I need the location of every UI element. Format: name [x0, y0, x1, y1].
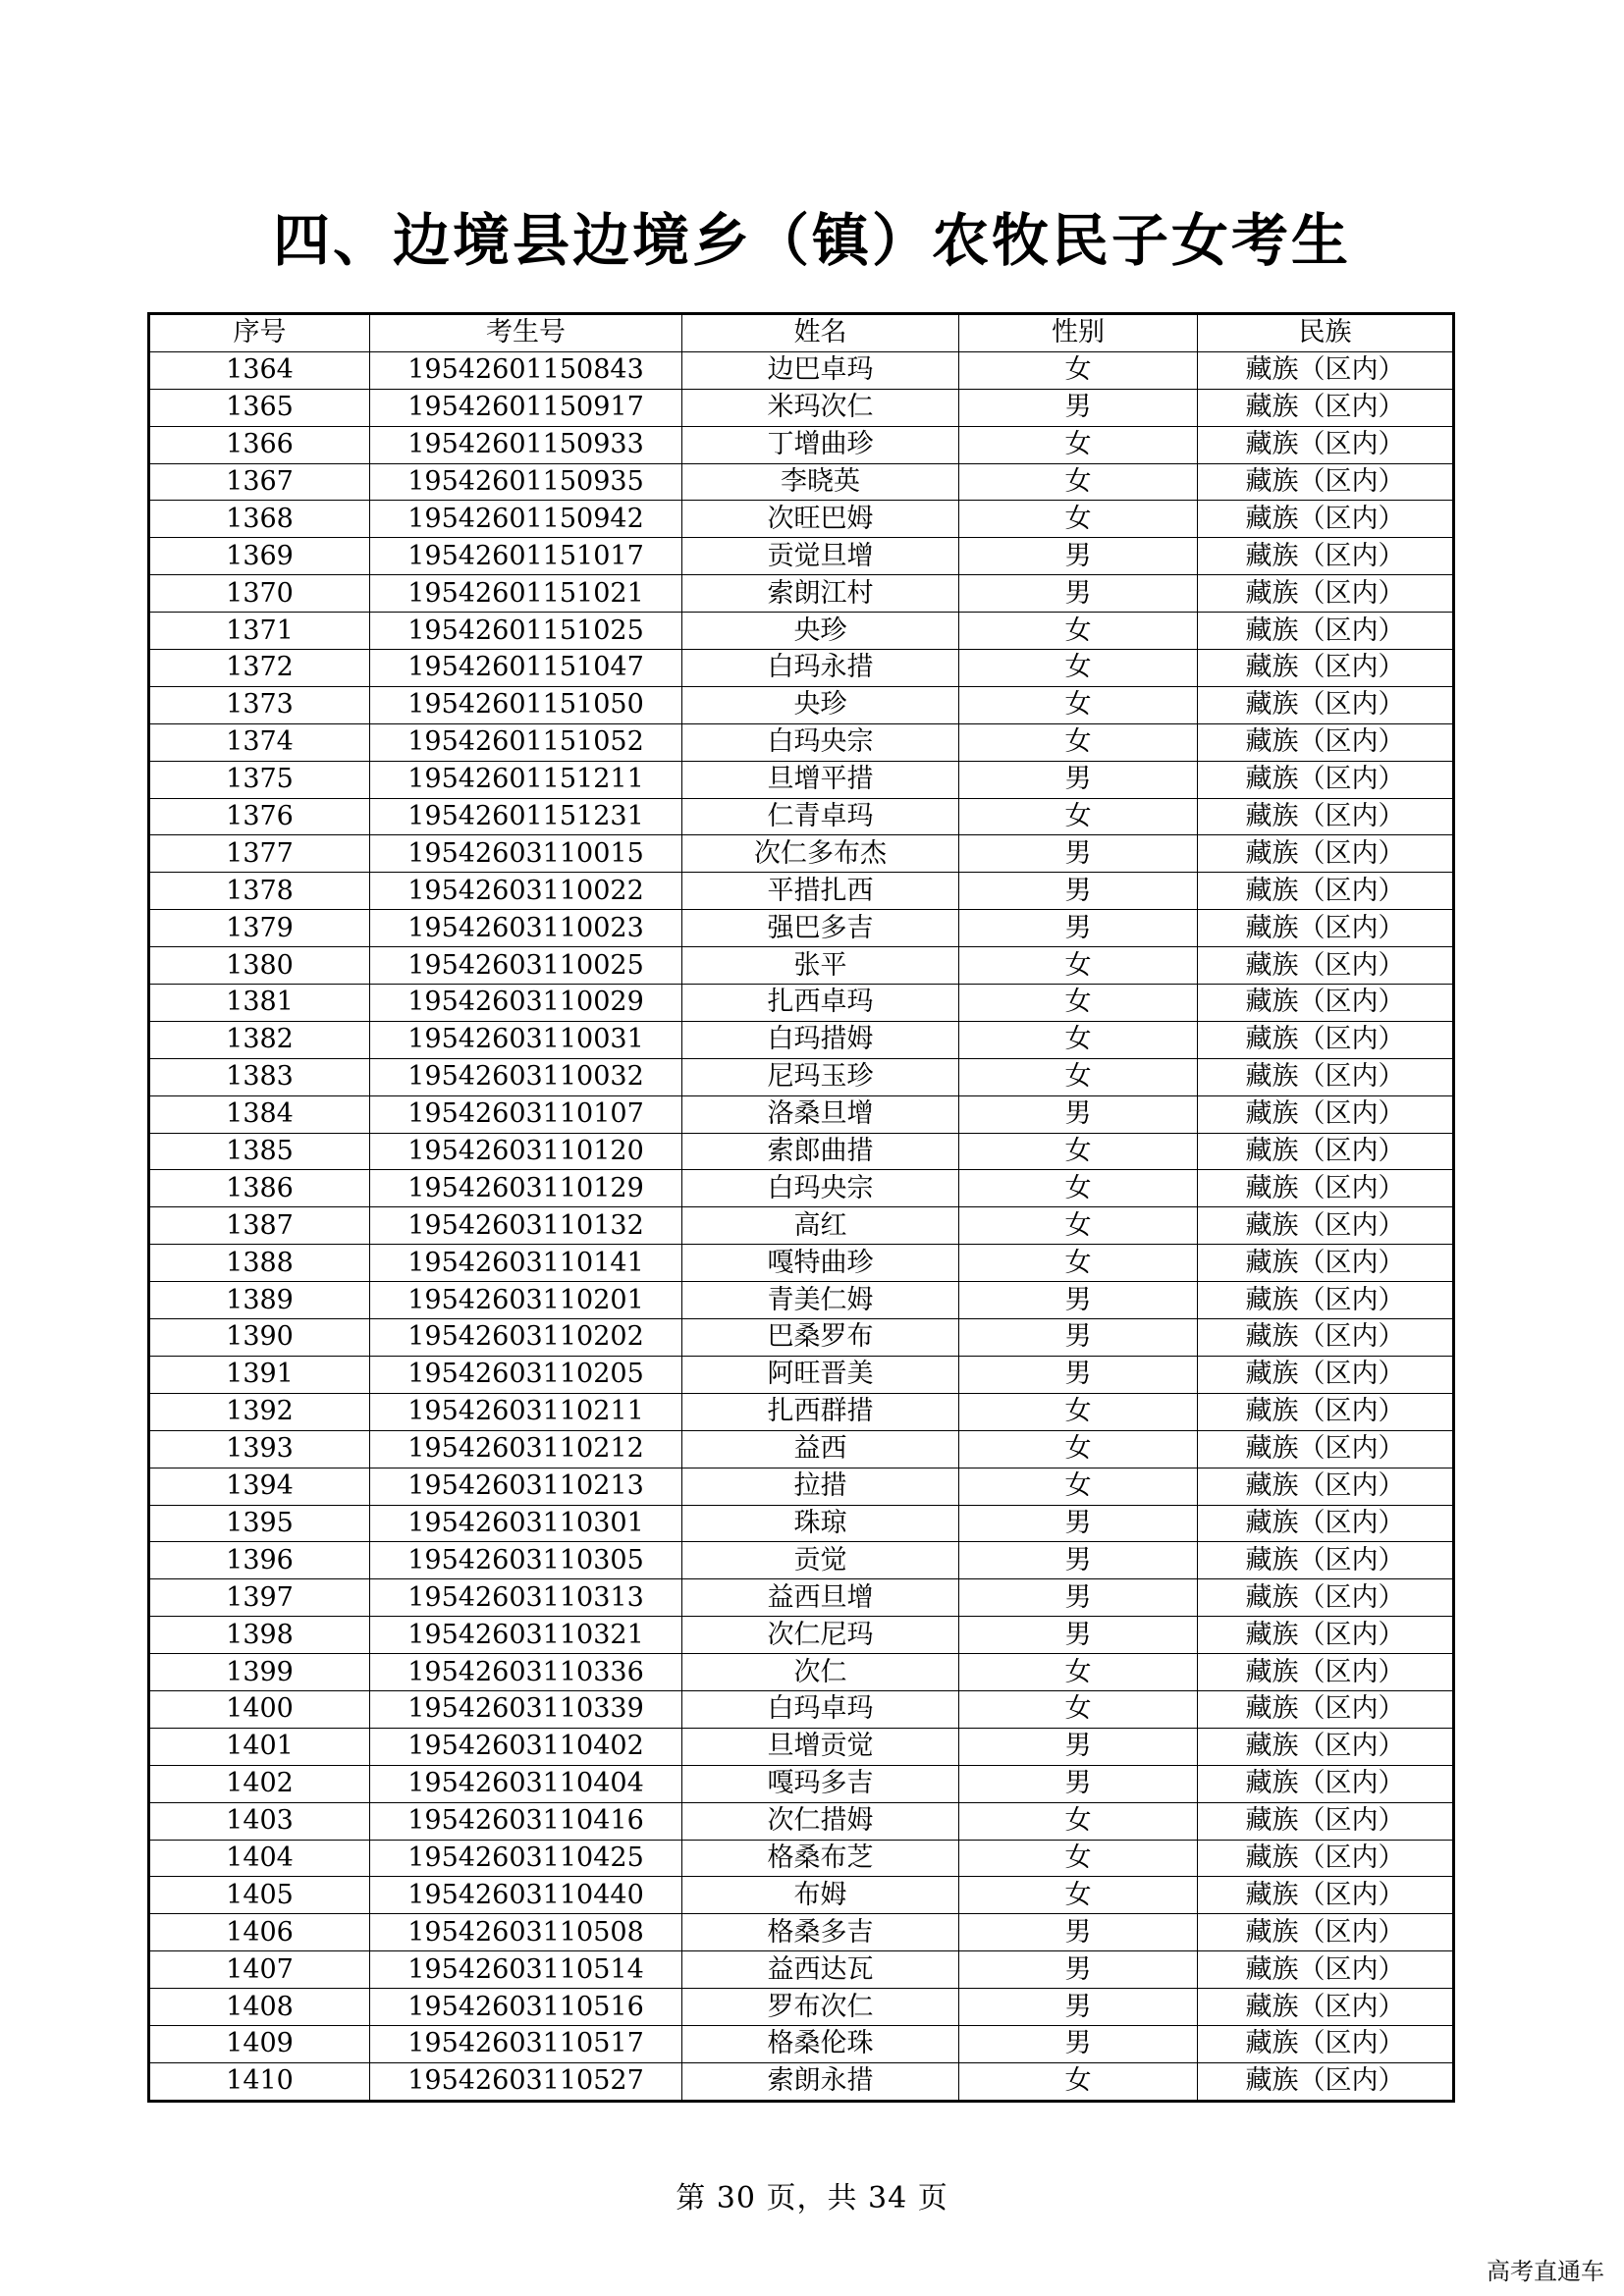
cell-ethnicity: 藏族（区内）: [1198, 1245, 1454, 1282]
cell-gender: 女: [959, 798, 1198, 835]
cell-ethnicity: 藏族（区内）: [1198, 947, 1454, 985]
table-row: [149, 1728, 1454, 1765]
cell-seq: 1373: [149, 686, 370, 723]
cell-seq: 1374: [149, 723, 370, 761]
cell-name: 贡觉旦增: [682, 538, 959, 575]
cell-name: 丁增曲珍: [682, 426, 959, 463]
header-name: 姓名: [682, 314, 959, 352]
cell-exam-number: 19542603110339: [370, 1690, 682, 1728]
cell-seq: 1371: [149, 613, 370, 650]
cell-exam-number: 19542601151052: [370, 723, 682, 761]
cell-ethnicity: 藏族（区内）: [1198, 835, 1454, 873]
cell-exam-number: 19542603110205: [370, 1356, 682, 1393]
table-row: [149, 723, 1454, 761]
cell-seq: 1383: [149, 1058, 370, 1095]
table-row: [149, 1133, 1454, 1170]
cell-ethnicity: 藏族（区内）: [1198, 575, 1454, 613]
cell-exam-number: 19542603110015: [370, 835, 682, 873]
cell-name: 嘎玛多吉: [682, 1765, 959, 1802]
cell-exam-number: 19542603110107: [370, 1095, 682, 1133]
cell-name: 次旺巴姆: [682, 501, 959, 538]
cell-gender: 女: [959, 1654, 1198, 1691]
table-row: [149, 1542, 1454, 1579]
table-row: [149, 1282, 1454, 1319]
cell-name: 白玛央宗: [682, 1170, 959, 1207]
table-row: [149, 1951, 1454, 1989]
cell-ethnicity: 藏族（区内）: [1198, 1728, 1454, 1765]
cell-ethnicity: 藏族（区内）: [1198, 1579, 1454, 1617]
cell-gender: 男: [959, 2025, 1198, 2062]
table-row: [149, 501, 1454, 538]
cell-ethnicity: 藏族（区内）: [1198, 650, 1454, 687]
cell-ethnicity: 藏族（区内）: [1198, 1765, 1454, 1802]
cell-seq: 1396: [149, 1542, 370, 1579]
cell-exam-number: 19542601150917: [370, 389, 682, 426]
cell-seq: 1386: [149, 1170, 370, 1207]
cell-gender: 女: [959, 613, 1198, 650]
cell-exam-number: 19542601150933: [370, 426, 682, 463]
cell-gender: 男: [959, 1505, 1198, 1542]
cell-name: 尼玛玉珍: [682, 1058, 959, 1095]
cell-ethnicity: 藏族（区内）: [1198, 798, 1454, 835]
cell-gender: 女: [959, 1245, 1198, 1282]
table-body: [149, 351, 1454, 2101]
cell-exam-number: 19542601151231: [370, 798, 682, 835]
cell-seq: 1365: [149, 389, 370, 426]
cell-ethnicity: 藏族（区内）: [1198, 351, 1454, 389]
cell-gender: 女: [959, 723, 1198, 761]
table-row: [149, 835, 1454, 873]
cell-ethnicity: 藏族（区内）: [1198, 1170, 1454, 1207]
table-row: [149, 1393, 1454, 1430]
cell-seq: 1384: [149, 1095, 370, 1133]
cell-seq: 1410: [149, 2062, 370, 2101]
cell-gender: 女: [959, 2062, 1198, 2101]
cell-exam-number: 19542603110402: [370, 1728, 682, 1765]
cell-seq: 1370: [149, 575, 370, 613]
cell-gender: 男: [959, 835, 1198, 873]
cell-name: 益西达瓦: [682, 1951, 959, 1989]
cell-ethnicity: 藏族（区内）: [1198, 761, 1454, 798]
cell-exam-number: 19542603110029: [370, 985, 682, 1022]
cell-ethnicity: 藏族（区内）: [1198, 1690, 1454, 1728]
cell-name: 米玛次仁: [682, 389, 959, 426]
cell-exam-number: 19542603110025: [370, 947, 682, 985]
cell-gender: 男: [959, 1989, 1198, 2026]
cell-ethnicity: 藏族（区内）: [1198, 1207, 1454, 1245]
table-row: [149, 1245, 1454, 1282]
cell-ethnicity: 藏族（区内）: [1198, 1914, 1454, 1951]
cell-seq: 1381: [149, 985, 370, 1022]
cell-exam-number: 19542603110517: [370, 2025, 682, 2062]
page-title: 四、边境县边境乡（镇）农牧民子女考生: [272, 207, 1351, 274]
cell-gender: 女: [959, 1690, 1198, 1728]
cell-name: 旦增平措: [682, 761, 959, 798]
cell-gender: 女: [959, 650, 1198, 687]
table-row: [149, 686, 1454, 723]
table-row: [149, 1579, 1454, 1617]
table-row: [149, 389, 1454, 426]
cell-seq: 1369: [149, 538, 370, 575]
table-row: [149, 947, 1454, 985]
table-row: [149, 1095, 1454, 1133]
cell-seq: 1393: [149, 1430, 370, 1468]
cell-ethnicity: 藏族（区内）: [1198, 1356, 1454, 1393]
table-row: [149, 1654, 1454, 1691]
cell-name: 白玛措姆: [682, 1021, 959, 1058]
cell-name: 阿旺晋美: [682, 1356, 959, 1393]
cell-gender: 女: [959, 1170, 1198, 1207]
cell-seq: 1409: [149, 2025, 370, 2062]
cell-gender: 男: [959, 1282, 1198, 1319]
cell-name: 索郎曲措: [682, 1133, 959, 1170]
cell-ethnicity: 藏族（区内）: [1198, 613, 1454, 650]
cell-name: 嘎特曲珍: [682, 1245, 959, 1282]
cell-exam-number: 19542603110336: [370, 1654, 682, 1691]
cell-exam-number: 19542603110201: [370, 1282, 682, 1319]
cell-seq: 1380: [149, 947, 370, 985]
cell-exam-number: 19542601151047: [370, 650, 682, 687]
cell-ethnicity: 藏族（区内）: [1198, 910, 1454, 947]
table-row: [149, 2062, 1454, 2101]
cell-name: 巴桑罗布: [682, 1319, 959, 1357]
cell-gender: 男: [959, 761, 1198, 798]
cell-seq: 1364: [149, 351, 370, 389]
cell-exam-number: 19542603110129: [370, 1170, 682, 1207]
cell-seq: 1403: [149, 1802, 370, 1840]
cell-gender: 女: [959, 1430, 1198, 1468]
cell-seq: 1394: [149, 1468, 370, 1505]
cell-ethnicity: 藏族（区内）: [1198, 873, 1454, 910]
cell-exam-number: 19542603110301: [370, 1505, 682, 1542]
cell-seq: 1400: [149, 1690, 370, 1728]
cell-name: 青美仁姆: [682, 1282, 959, 1319]
cell-ethnicity: 藏族（区内）: [1198, 1840, 1454, 1877]
cell-exam-number: 19542603110425: [370, 1840, 682, 1877]
cell-gender: 女: [959, 686, 1198, 723]
table-row: [149, 1914, 1454, 1951]
cell-name: 旦增贡觉: [682, 1728, 959, 1765]
cell-gender: 女: [959, 1877, 1198, 1914]
cell-ethnicity: 藏族（区内）: [1198, 1058, 1454, 1095]
cell-seq: 1389: [149, 1282, 370, 1319]
cell-gender: 男: [959, 1319, 1198, 1357]
table-row: [149, 1840, 1454, 1877]
cell-ethnicity: 藏族（区内）: [1198, 985, 1454, 1022]
cell-seq: 1404: [149, 1840, 370, 1877]
cell-exam-number: 19542603110305: [370, 1542, 682, 1579]
cell-gender: 女: [959, 501, 1198, 538]
cell-ethnicity: 藏族（区内）: [1198, 1951, 1454, 1989]
cell-exam-number: 19542603110404: [370, 1765, 682, 1802]
cell-name: 索朗永措: [682, 2062, 959, 2101]
cell-seq: 1399: [149, 1654, 370, 1691]
cell-seq: 1388: [149, 1245, 370, 1282]
cell-seq: 1379: [149, 910, 370, 947]
cell-seq: 1391: [149, 1356, 370, 1393]
cell-name: 白玛卓玛: [682, 1690, 959, 1728]
cell-gender: 男: [959, 1951, 1198, 1989]
cell-seq: 1377: [149, 835, 370, 873]
table-row: [149, 873, 1454, 910]
cell-name: 布姆: [682, 1877, 959, 1914]
cell-exam-number: 19542603110141: [370, 1245, 682, 1282]
table-row: [149, 1505, 1454, 1542]
cell-name: 次仁多布杰: [682, 835, 959, 873]
cell-seq: 1375: [149, 761, 370, 798]
cell-name: 次仁尼玛: [682, 1617, 959, 1654]
cell-ethnicity: 藏族（区内）: [1198, 1282, 1454, 1319]
cell-seq: 1385: [149, 1133, 370, 1170]
cell-ethnicity: 藏族（区内）: [1198, 1319, 1454, 1357]
cell-exam-number: 19542603110440: [370, 1877, 682, 1914]
cell-gender: 男: [959, 1356, 1198, 1393]
cell-gender: 男: [959, 1579, 1198, 1617]
cell-gender: 女: [959, 1133, 1198, 1170]
cell-gender: 男: [959, 1728, 1198, 1765]
cell-exam-number: 19542603110032: [370, 1058, 682, 1095]
cell-name: 罗布次仁: [682, 1989, 959, 2026]
header-seq: 序号: [149, 314, 370, 352]
table-row: [149, 463, 1454, 501]
cell-exam-number: 19542603110514: [370, 1951, 682, 1989]
page-footer: 第 30 页，共 34 页: [676, 2181, 948, 2216]
cell-ethnicity: 藏族（区内）: [1198, 1095, 1454, 1133]
cell-ethnicity: 藏族（区内）: [1198, 723, 1454, 761]
cell-exam-number: 19542603110527: [370, 2062, 682, 2101]
cell-ethnicity: 藏族（区内）: [1198, 2025, 1454, 2062]
cell-gender: 女: [959, 351, 1198, 389]
table-row: [149, 1802, 1454, 1840]
table-row: [149, 351, 1454, 389]
cell-ethnicity: 藏族（区内）: [1198, 1468, 1454, 1505]
cell-name: 贡觉: [682, 1542, 959, 1579]
table-row: [149, 761, 1454, 798]
cell-name: 平措扎西: [682, 873, 959, 910]
table-row: [149, 1468, 1454, 1505]
table-row: [149, 1765, 1454, 1802]
cell-seq: 1372: [149, 650, 370, 687]
cell-exam-number: 19542601151025: [370, 613, 682, 650]
cell-ethnicity: 藏族（区内）: [1198, 1393, 1454, 1430]
table-row: [149, 798, 1454, 835]
cell-seq: 1376: [149, 798, 370, 835]
cell-exam-number: 19542601151021: [370, 575, 682, 613]
cell-seq: 1407: [149, 1951, 370, 1989]
table-row: [149, 538, 1454, 575]
cell-gender: 男: [959, 1765, 1198, 1802]
cell-name: 珠琼: [682, 1505, 959, 1542]
cell-gender: 男: [959, 389, 1198, 426]
table-row: [149, 575, 1454, 613]
cell-name: 张平: [682, 947, 959, 985]
cell-exam-number: 19542603110313: [370, 1579, 682, 1617]
cell-name: 益西旦增: [682, 1579, 959, 1617]
header-ethnicity: 民族: [1198, 314, 1454, 352]
cell-gender: 女: [959, 1207, 1198, 1245]
cell-ethnicity: 藏族（区内）: [1198, 1542, 1454, 1579]
cell-ethnicity: 藏族（区内）: [1198, 686, 1454, 723]
cell-gender: 女: [959, 985, 1198, 1022]
cell-ethnicity: 藏族（区内）: [1198, 1505, 1454, 1542]
cell-name: 洛桑旦增: [682, 1095, 959, 1133]
table-row: [149, 1877, 1454, 1914]
cell-exam-number: 19542601150942: [370, 501, 682, 538]
cell-gender: 男: [959, 910, 1198, 947]
cell-seq: 1406: [149, 1914, 370, 1951]
table-row: [149, 985, 1454, 1022]
cell-gender: 女: [959, 947, 1198, 985]
cell-ethnicity: 藏族（区内）: [1198, 2062, 1454, 2101]
cell-seq: 1408: [149, 1989, 370, 2026]
cell-seq: 1382: [149, 1021, 370, 1058]
cell-name: 格桑布芝: [682, 1840, 959, 1877]
cell-name: 扎西卓玛: [682, 985, 959, 1022]
cell-name: 李晓英: [682, 463, 959, 501]
cell-seq: 1378: [149, 873, 370, 910]
cell-gender: 男: [959, 575, 1198, 613]
table-row: [149, 1170, 1454, 1207]
cell-gender: 男: [959, 873, 1198, 910]
cell-exam-number: 19542603110516: [370, 1989, 682, 2026]
header-exam-number: 考生号: [370, 314, 682, 352]
table-row: [149, 1430, 1454, 1468]
cell-ethnicity: 藏族（区内）: [1198, 1617, 1454, 1654]
cell-ethnicity: 藏族（区内）: [1198, 1877, 1454, 1914]
cell-name: 拉措: [682, 1468, 959, 1505]
cell-gender: 女: [959, 426, 1198, 463]
cell-exam-number: 19542603110022: [370, 873, 682, 910]
cell-gender: 女: [959, 1468, 1198, 1505]
cell-name: 益西: [682, 1430, 959, 1468]
cell-exam-number: 19542603110213: [370, 1468, 682, 1505]
table-row: [149, 1207, 1454, 1245]
cell-seq: 1392: [149, 1393, 370, 1430]
header-gender: 性别: [959, 314, 1198, 352]
cell-gender: 女: [959, 1058, 1198, 1095]
cell-name: 央珍: [682, 686, 959, 723]
cell-name: 强巴多吉: [682, 910, 959, 947]
cell-seq: 1366: [149, 426, 370, 463]
cell-exam-number: 19542603110202: [370, 1319, 682, 1357]
cell-ethnicity: 藏族（区内）: [1198, 1021, 1454, 1058]
table-row: [149, 1319, 1454, 1357]
cell-seq: 1402: [149, 1765, 370, 1802]
watermark: 高考直通车: [1487, 2258, 1604, 2285]
cell-exam-number: 19542601150843: [370, 351, 682, 389]
table-row: [149, 1058, 1454, 1095]
table-row: [149, 1690, 1454, 1728]
cell-ethnicity: 藏族（区内）: [1198, 1989, 1454, 2026]
table-row: [149, 1021, 1454, 1058]
cell-name: 格桑伦珠: [682, 2025, 959, 2062]
cell-gender: 女: [959, 1393, 1198, 1430]
cell-gender: 女: [959, 1021, 1198, 1058]
cell-ethnicity: 藏族（区内）: [1198, 389, 1454, 426]
cell-seq: 1387: [149, 1207, 370, 1245]
table-row: [149, 426, 1454, 463]
table-row: [149, 910, 1454, 947]
cell-seq: 1398: [149, 1617, 370, 1654]
cell-ethnicity: 藏族（区内）: [1198, 463, 1454, 501]
cell-seq: 1390: [149, 1319, 370, 1357]
cell-seq: 1367: [149, 463, 370, 501]
table-row: [149, 613, 1454, 650]
cell-ethnicity: 藏族（区内）: [1198, 1430, 1454, 1468]
cell-exam-number: 19542603110023: [370, 910, 682, 947]
cell-name: 次仁: [682, 1654, 959, 1691]
cell-name: 扎西群措: [682, 1393, 959, 1430]
cell-gender: 男: [959, 1617, 1198, 1654]
cell-exam-number: 19542603110321: [370, 1617, 682, 1654]
cell-name: 索朗江村: [682, 575, 959, 613]
table-row: [149, 2025, 1454, 2062]
cell-name: 高红: [682, 1207, 959, 1245]
cell-ethnicity: 藏族（区内）: [1198, 1802, 1454, 1840]
cell-gender: 男: [959, 538, 1198, 575]
cell-seq: 1405: [149, 1877, 370, 1914]
cell-seq: 1368: [149, 501, 370, 538]
cell-name: 白玛永措: [682, 650, 959, 687]
cell-seq: 1401: [149, 1728, 370, 1765]
cell-gender: 女: [959, 1840, 1198, 1877]
cell-seq: 1397: [149, 1579, 370, 1617]
cell-gender: 男: [959, 1914, 1198, 1951]
candidate-table: [147, 312, 1455, 2103]
cell-ethnicity: 藏族（区内）: [1198, 426, 1454, 463]
cell-exam-number: 19542603110416: [370, 1802, 682, 1840]
cell-exam-number: 19542603110211: [370, 1393, 682, 1430]
cell-exam-number: 19542603110132: [370, 1207, 682, 1245]
table-row: [149, 1617, 1454, 1654]
cell-seq: 1395: [149, 1505, 370, 1542]
cell-gender: 男: [959, 1095, 1198, 1133]
cell-name: 仁青卓玛: [682, 798, 959, 835]
cell-ethnicity: 藏族（区内）: [1198, 1133, 1454, 1170]
cell-name: 白玛央宗: [682, 723, 959, 761]
cell-gender: 男: [959, 1542, 1198, 1579]
cell-ethnicity: 藏族（区内）: [1198, 1654, 1454, 1691]
cell-exam-number: 19542603110508: [370, 1914, 682, 1951]
cell-exam-number: 19542601151050: [370, 686, 682, 723]
table-row: [149, 1989, 1454, 2026]
table-row: [149, 650, 1454, 687]
cell-gender: 女: [959, 1802, 1198, 1840]
cell-name: 边巴卓玛: [682, 351, 959, 389]
cell-exam-number: 19542601150935: [370, 463, 682, 501]
cell-exam-number: 19542603110120: [370, 1133, 682, 1170]
cell-name: 次仁措姆: [682, 1802, 959, 1840]
cell-name: 央珍: [682, 613, 959, 650]
cell-exam-number: 19542603110212: [370, 1430, 682, 1468]
table-row: [149, 1356, 1454, 1393]
cell-ethnicity: 藏族（区内）: [1198, 538, 1454, 575]
cell-exam-number: 19542601151017: [370, 538, 682, 575]
cell-ethnicity: 藏族（区内）: [1198, 501, 1454, 538]
cell-exam-number: 19542601151211: [370, 761, 682, 798]
cell-gender: 女: [959, 463, 1198, 501]
cell-exam-number: 19542603110031: [370, 1021, 682, 1058]
table-header-row: [149, 314, 1454, 352]
cell-name: 格桑多吉: [682, 1914, 959, 1951]
